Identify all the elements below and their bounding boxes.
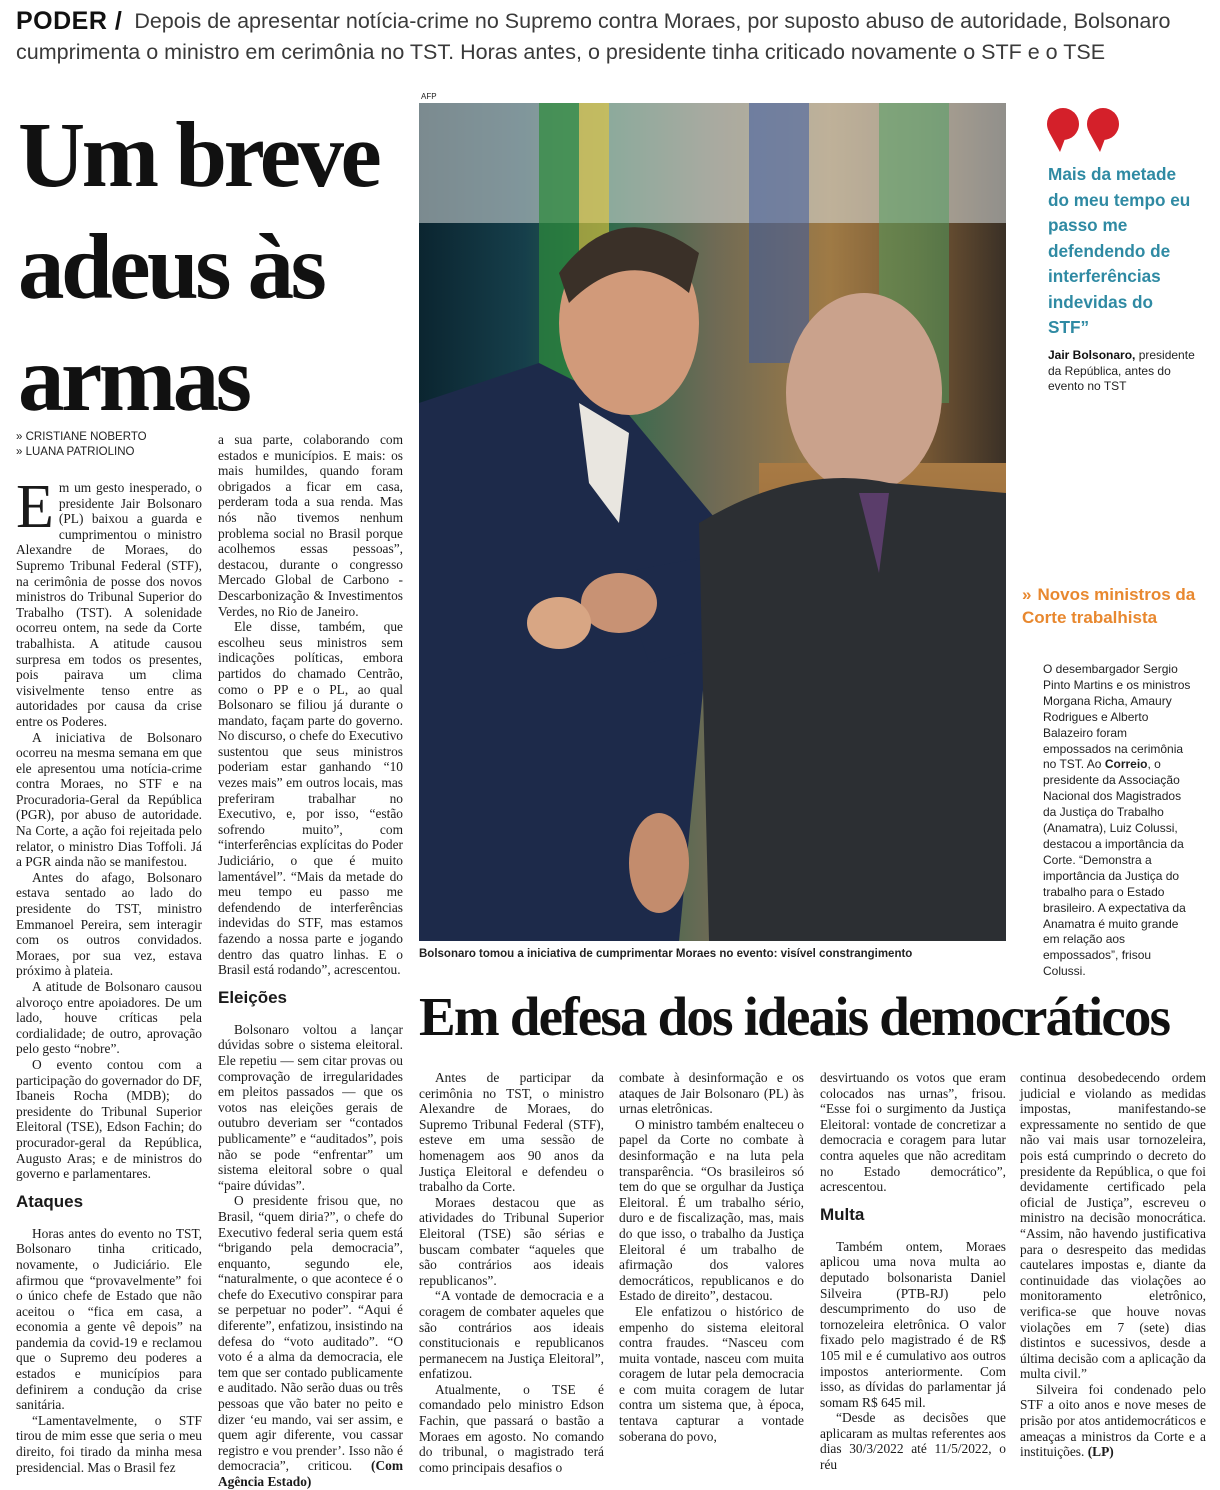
paragraph: “A vontade de democracia e a coragem de combater aqueles que são contrários aos ideais constitucionais e republicanos permanecem na Justiça Eleitoral”, enfatizou. [419, 1288, 604, 1382]
paragraph: Moraes destacou que as atividades do Tribunal Superior Eleitoral (TSE) são sérias e buscam combater “aqueles que são contrários aos ideais republicanos”. [419, 1194, 604, 1288]
quote-role: presidente da República, antes do evento no TST [1048, 348, 1195, 393]
drop-cap: E [16, 473, 54, 541]
kicker-deck: Depois de apresentar notícia-crime no Supremo contra Moraes, por suposto abuso de autoridade, Bolsonaro cumprimenta o ministro em cerimônia no TST. Horas antes, o presidente tinha criticado novamente o STF e o TSE [16, 9, 1171, 64]
sidebar-body [1043, 662, 1193, 980]
headline: Um breve adeus às armas [18, 104, 379, 431]
paragraph: Ele enfatizou o histórico de empenho do sistema eleitoral contra fraudes. “Nasceu com muita vontade, nasceu com muita coragem de lutar pela democracia e com muita coragem de lutar contra um sistema que, à época, tentava capturar a vontade soberana do povo, [619, 1303, 804, 1444]
paragraph: A iniciativa de Bolsonaro ocorreu na mesma semana em que ele apresentou uma notícia-crime contra Moraes, no STF e na Procuradoria-Geral da República (PGR), por abuso de autoridade. Na Corte, a ação foi rejeitada pelo relator, o ministro Dias Toffoli. Já a PGR ainda não se manifestou. [16, 729, 202, 870]
paragraph: O ministro também enalteceu o papel da Corte no combate à desinformação e na luta pela transparência. “Os brasileiros só tem do que se orgulhar da Justiça Eleitoral. É um trabalho sério, duro e de fiscalização, mas, mais do que isso, o trabalho da Justiça Eleitoral é um trabalho de afirmação dos valores democráticos, republicanos e do Estado de direito”, destacou. [619, 1116, 804, 1304]
article-column-2 [218, 432, 403, 1490]
subhead-multa: Multa [820, 1204, 865, 1224]
paragraph: Ele disse, também, que escolheu seus ministros sem indicações políticas, embora partidos do chamado Centrão, como o PP e o PL, ao qual Bolsonaro se filiou já durante o mandato, façam parte do governo. No discurso, o chefe do Executivo sustentou que seus ministros poderiam estar ganhando “10 vezes mais” em outros locais, mas preferiram trabalhar no Executivo, e, por isso, “estão sofrendo muito”, com “interferências explícitas do Poder Judiciário, o que é muito lamentável”. “Mais da metade do meu tempo eu passo me defendendo de interferências indevidas do STF, mas estamos fazendo a nossa parte e jogando dentro das quatro linhas. E o Brasil está rodando”, acrescentou. [218, 619, 403, 978]
article2-column-4 [1020, 1070, 1206, 1460]
photo-credit: AFP [421, 92, 437, 101]
paragraph: Também ontem, Moraes aplicou uma nova multa ao deputado bolsonarista Daniel Silveira (PTB-RJ) pelo descumprimento do uso de tornozeleira eletrônica. O valor fixado pelo magistrado é de R$ 105 mil e é cumulativo aos outros impostos anteriormente. Com isso, as dívidas do parlamentar já somam R$ 645 mil. [820, 1238, 1006, 1410]
paragraph-text: m um gesto inesperado, o presidente Jair Bolsonaro (PL) baixou a guarda e cumprimentou o ministro Alexandre de Moraes, do Supremo Tribunal Federal (STF), na cerimônia de posse dos novos ministros do Tribunal Superior do Trabalho (TST). A solenidade ocorreu ontem, na sede da Corte trabalhista. A atitude causou surpresa em todos os presentes, pois pairava um clima visivelmente tenso entre as autoridades por causa da crise entre os Poderes. [16, 480, 202, 729]
paragraph: O evento contou com a participação do governador do DF, Ibaneis Rocha (MDB); do presidente do Tribunal Superior Eleitoral (TSE), Edson Fachin; do procurador-geral da República, Augusto Aras; e de ministros do governo e parlamentares. [16, 1056, 202, 1182]
sidebar-text: , o presidente da Associação Nacional dos Magistrados da Justiça do Trabalho (Anamatra), Luiz Colussi, destacou a importância da Corte. “Demonstra a importância da Justiça do trabalho para o Estado brasileiro. A expectativa da Anamatra é muito grande em relação aos empossados”, frisou Colussi. [1043, 757, 1186, 979]
pull-quote-attribution [1048, 348, 1198, 395]
article2-column-2 [619, 1070, 804, 1444]
kicker [16, 6, 1208, 68]
paragraph: Atualmente, o TSE é comandado pelo ministro Edson Fachin, que passará o bastão a Moraes em agosto. No comando do tribunal, o magistrado terá como principais desafios o [419, 1381, 604, 1475]
paragraph: Antes de participar da cerimônia no TST, o ministro Alexandre de Moraes, do Supremo Tribunal Federal (STF), esteve em uma sessão de homenagem aos 90 anos da Justiça Eleitoral e defendeu o trabalho da Corte. [419, 1070, 604, 1195]
bylines [16, 430, 147, 460]
subhead-ataques: Ataques [16, 1191, 84, 1211]
paragraph: continua desobedecendo ordem judicial e violando as medidas impostas, manifestando-se expressamente no sentido de que não vai mais usar tornozeleira, pois está cumprindo o decreto do presidente da República, o que foi devidamente certificado pela oficial de Justiça”, escreveu o ministro na decisão monocrática. “Assim, não havendo justificativa para o desrespeito das medidas cautelares impostas e, diante da continuidade das violações ao monitoramento eletrônico, verifica-se que houve novas violações em 7 (sete) dias distintos e sucessivos, desde a última decisão com a aplicação da multa civil.” [1020, 1070, 1206, 1382]
paragraph [218, 1193, 403, 1489]
paragraph-text: Silveira foi condenado pelo STF a oito anos e nove meses de prisão por atos antidemocráticos e ameaças a ministros da Corte e a instituições. [1020, 1381, 1206, 1460]
paragraph: “Lamentavelmente, o STF tirou de mim esse que seria o meu direito, foi tirado da minha mesa presidencial. Mas o Brasil fez [16, 1412, 202, 1475]
photo-caption: Bolsonaro tomou a iniciativa de cumprimentar Moraes no evento: visível constrangimento [419, 948, 913, 960]
headline-secondary: Em defesa dos ideais democráticos [419, 986, 1170, 1047]
paragraph: Horas antes do evento no TST, Bolsonaro tinha criticado, novamente, o Judiciário. Ele afirmou que “provavelmente” foi o único chefe de Estado que não aceitou o “fica em casa, a economia a gente vê depois” na pandemia da covid-19 e reclamou que o Supremo deu poderes a estados e municípios para definirem a condução da crise sanitária. [16, 1225, 202, 1413]
paragraph: Antes do afago, Bolsonaro estava sentado ao lado do presidente do TST, ministro Emmanoel Pereira, sem interagir com os outros convidados. Moraes, por sua vez, estava próximo à plateia. [16, 869, 202, 979]
paragraph: A atitude de Bolsonaro causou alvoroço entre apoiadores. De um lado, houve críticas pela cordialidade; de outro, aprovação pelo gesto “nobre”. [16, 979, 202, 1057]
photo-illustration [419, 103, 1006, 941]
paragraph: desvirtuando os votos que eram colocados nas urnas”, frisou. “Esse foi o surgimento da Justiça Eleitoral: vontade de concretizar a democracia e coragem para lutar contra aqueles que não acreditam no Estado democrático”, acrescentou. [820, 1070, 1006, 1195]
byline: » LUANA PATRIOLINO [16, 446, 135, 458]
section-slash: / [114, 7, 123, 35]
paragraph-text: O presidente frisou que, no Brasil, “quem diria?”, o chefe do Executivo federal seria quem está “brigando pela democracia”, enquanto, segundo ele, “naturalmente, o que acontece é o chefe do Executivo conspirar para se perpetuar no poder”. “Aqui é diferente”, enfatizou, insistindo na defesa do “voto auditado”. “O voto é a alma da democracia, ele tem que ser contado publicamente e auditado. Não serão duas ou três pessoas que vão bater no peito e dizer ‘eu mando, vai ser assim, e quem agir diferente, vou cassar registro e vou prender’. Isso não é democracia”, criticou. [218, 1193, 403, 1474]
quote-author: Jair Bolsonaro, [1048, 348, 1136, 362]
article-credit: (LP) [1087, 1444, 1114, 1460]
section-tag [16, 6, 122, 36]
newspaper-name: Correio [1104, 757, 1148, 772]
paragraph: “Desde as decisões que aplicaram as multas referentes aos dias 30/3/2022 até 11/5/2022, o réu [820, 1410, 1006, 1473]
byline: » CRISTIANE NOBERTO [16, 431, 147, 443]
article-credit: (Com Agência Estado) [218, 1458, 403, 1489]
sidebar-heading [1022, 584, 1207, 629]
article-column-1 [16, 473, 202, 1475]
chevron-icon: » [1022, 585, 1032, 604]
quote-mark-icon [1046, 106, 1126, 159]
sidebar-title: Novos ministros da Corte trabalhista [1022, 585, 1196, 627]
section-name: PODER [16, 7, 108, 35]
pull-quote: Mais da metade do meu tempo eu passo me defendendo de interferências indevidas do STF” [1048, 164, 1191, 337]
paragraph: Bolsonaro voltou a lançar dúvidas sobre o sistema eleitoral. Ele repetiu — sem citar provas ou comprovação de irregularidades em pleitos passados — que os votos nas eleições gerais de outubro deveriam ser “contados publicamente” e “auditados”, pois não se pode “enfrentar” um sistema eleitoral sobre o qual “paire dúvidas”. [218, 1021, 403, 1193]
article2-column-1 [419, 1070, 604, 1475]
paragraph [1020, 1382, 1206, 1460]
news-photo [419, 103, 1006, 941]
paragraph: combate à desinformação e os ataques de Jair Bolsonaro (PL) às urnas eletrônicas. [619, 1070, 804, 1117]
paragraph [16, 473, 202, 730]
sidebar-text: O desembargador Sergio Pinto Martins e os ministros Morgana Richa, Amaury Rodrigues e Alberto Balazeiro foram empossados na cerimônia no TST. Ao [1043, 662, 1191, 772]
subhead-eleicoes: Eleições [218, 987, 287, 1007]
paragraph: a sua parte, colaborando com estados e municípios. E mais: os mais humildes, quando foram obrigados a ficar em casa, perderam toda a sua renda. Mas nós não tivemos nenhum problema social no Brasil porque acolhemos essas pessoas”, destacou, durante o congresso Mercado Global de Carbono - Descarbonização & Investimentos Verdes, no Rio de Janeiro. [218, 432, 403, 619]
article2-column-3 [820, 1070, 1006, 1473]
